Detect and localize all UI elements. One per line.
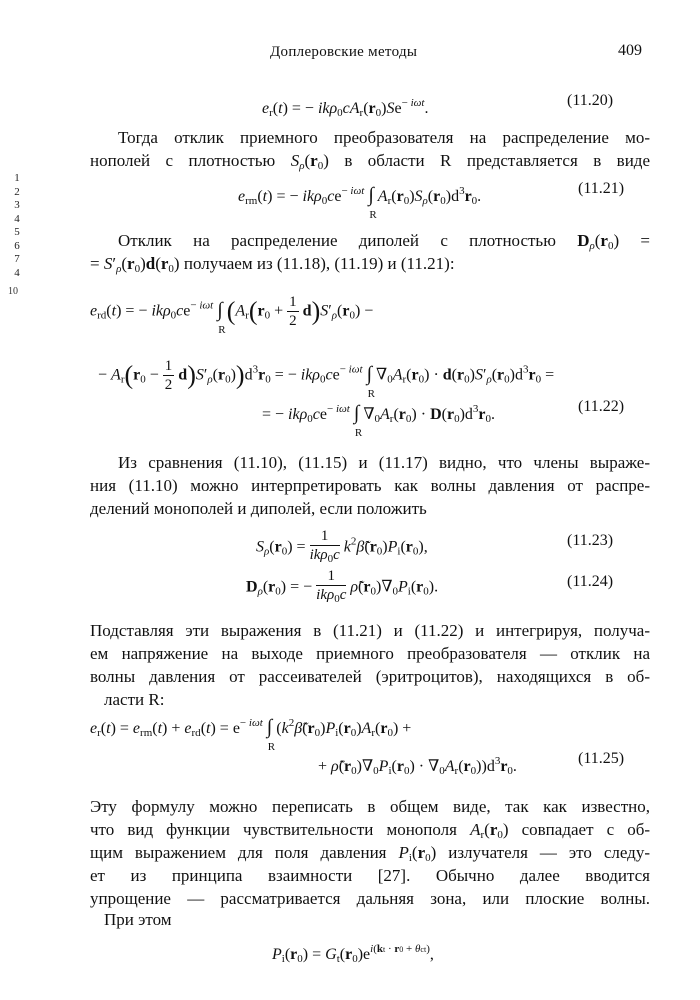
paragraph-line: делений монополей и диполей, если положить xyxy=(90,499,427,518)
equation-number: (11.25) xyxy=(578,750,625,767)
paragraph-line: Из сравнения (11.10), (11.15) и (11.17) видно, что члены выраже- xyxy=(118,453,650,472)
paragraph-line: ния (11.10) можно интерпретировать как волны давления от распре- xyxy=(90,476,650,495)
paragraph-line: что вид функции чувствительности монополя $A_r(r_0)$ совпадает с об- xyxy=(90,820,651,841)
page-number: 409 xyxy=(618,42,642,59)
equation-11-20: $e_r(t)$ = − $ik\rho_0cA_r(r_0)Se^{- i\omega t}$. xyxy=(262,97,429,119)
paragraph-text: излучателя — это следу- xyxy=(448,843,650,862)
equation-number: (11.22) xyxy=(578,398,625,415)
equation-number: (11.24) xyxy=(567,573,614,590)
equation-11-25-line-1: $e_r(t) = e_{rm}(t) + e_{rd}(t) = e^{- i\omega t}$ ∫ R ($k^2\betã(r_0)P_i(r_0)A_r(r_0)$ + xyxy=(90,716,412,753)
margin-number: 5 xyxy=(14,226,20,238)
margin-number: 3 xyxy=(14,199,20,211)
equation-number: (11.20) xyxy=(567,92,614,109)
equation-number: (11.23) xyxy=(567,532,614,549)
paragraph-line: упрощение — рассматривается дальняя зона, или плоские волны. xyxy=(90,889,650,908)
equation-plane-wave: $P_i(r_0) = G_t(r_0)e^{i(kt \cdot r0 + \theta ct)}$, xyxy=(272,943,434,965)
paragraph-text: в области R представляется в виде xyxy=(344,151,650,170)
paragraph-line: ем напряжение на выходе приемного преобразователя — отклик на xyxy=(90,644,650,663)
paragraph-line: ет из принципа взаимности [27]. Обычно далее вводится xyxy=(90,866,650,885)
paragraph-line: щим выражением для поля давления $P_i(r_0)$ излучателя — это следу- xyxy=(90,843,650,864)
paragraph-line: Подставляя эти выражения в (11.21) и (11.22) и интегрируя, получа- xyxy=(90,621,650,640)
margin-number: 6 xyxy=(14,239,20,252)
equation-11-22-line-2: − $A_r(r_0$ − $\frac{1}{2}$ $d)S'_\rho(r_0))d^3r_0$ = − $ik\rho_0ce^{- i\omega t}$ ∫ R $\nabla_0A_r(r_0) \cdot d(r_0)S'_\rho(r_0)d^3r_0$ = xyxy=(98,358,555,400)
paragraph-line: Отклик на распределение диполей с плотностью $D_\rho(r_0)$ = xyxy=(118,231,651,252)
margin-number: 7 xyxy=(14,253,20,265)
equation-number: (11.21) xyxy=(578,180,625,197)
paragraph-text: нополей с плотностью xyxy=(90,151,276,170)
equation-11-23: $S_\rho(r_0)$ = $\frac{1}{ik\rho_0c}$ $k^2\betã(r_0)P_i(r_0)$, xyxy=(256,528,428,565)
equation-11-22-line-1: $e_{rd}(t)$ = − $ik\rho_0ce^{- i\omega t}$ ∫ R ($A_r(r_0$ + $\frac{1}{2}$ $d)S'_\rho(r_0)$ − xyxy=(90,294,374,336)
margin-number: 4 xyxy=(14,212,20,225)
paragraph-line: Тогда отклик приемного преобразователя на распределение мо- xyxy=(118,128,650,147)
paragraph-text: что вид функции чувствительности монополя xyxy=(90,820,457,839)
paragraph-text: получаем из (11.18), (11.19) и (11.21): xyxy=(183,254,455,273)
paragraph-text: совпадает с об- xyxy=(521,820,651,839)
paragraph-text: щим выражением для поля давления xyxy=(90,843,387,862)
margin-number: 4 xyxy=(14,266,20,279)
paragraph-line: Эту формулу можно переписать в общем виде, так как известно, xyxy=(90,797,650,816)
equation-11-22-line-3: = − $ik\rho_0ce^{- i\omega t}$ ∫ R $\nabla_0A_r(r_0) \cdot D(r_0)d^3r_0$. xyxy=(262,402,495,439)
equation-11-24: $D_\rho(r_0)$ = − $\frac{1}{ik\rho_0c}$ $\rhõ(r_0)\nabla_0P_i(r_0)$. xyxy=(246,568,439,605)
paragraph-line: = $S'_\rho(r_0)d(r_0)$ получаем из (11.18), (11.19) и (11.21): xyxy=(90,254,455,275)
margin-number: 1 xyxy=(14,172,20,184)
paragraph-line: нополей с плотностью $S_\rho(r_0)$ в области R представляется в виде xyxy=(90,151,650,172)
margin-number-10: 10 xyxy=(8,286,18,297)
paragraph-line: волны давления от рассеивателей (эритроцитов), находящихся в об- xyxy=(90,667,650,686)
paragraph-line: При этом xyxy=(104,910,172,929)
equation-11-25-line-2: + $\rhõ(r_0)\nabla_0P_i(r_0) \cdot \nabla_0A_r(r_0))d^3r_0$. xyxy=(318,755,517,777)
margin-number: 2 xyxy=(14,185,20,198)
margin-line-numbers xyxy=(10,172,24,280)
paragraph-line: ласти R: xyxy=(104,690,165,709)
equation-11-21: $e_{rm}(t)$ = − $ik\rho_0ce^{- i\omega t}$ ∫ R $A_r(r_0)S_\rho(r_0)d^3r_0$. xyxy=(238,184,482,221)
paragraph-text: Отклик на распределение диполей с плотностью xyxy=(118,231,556,250)
running-title: Доплеровские методы xyxy=(270,44,418,60)
